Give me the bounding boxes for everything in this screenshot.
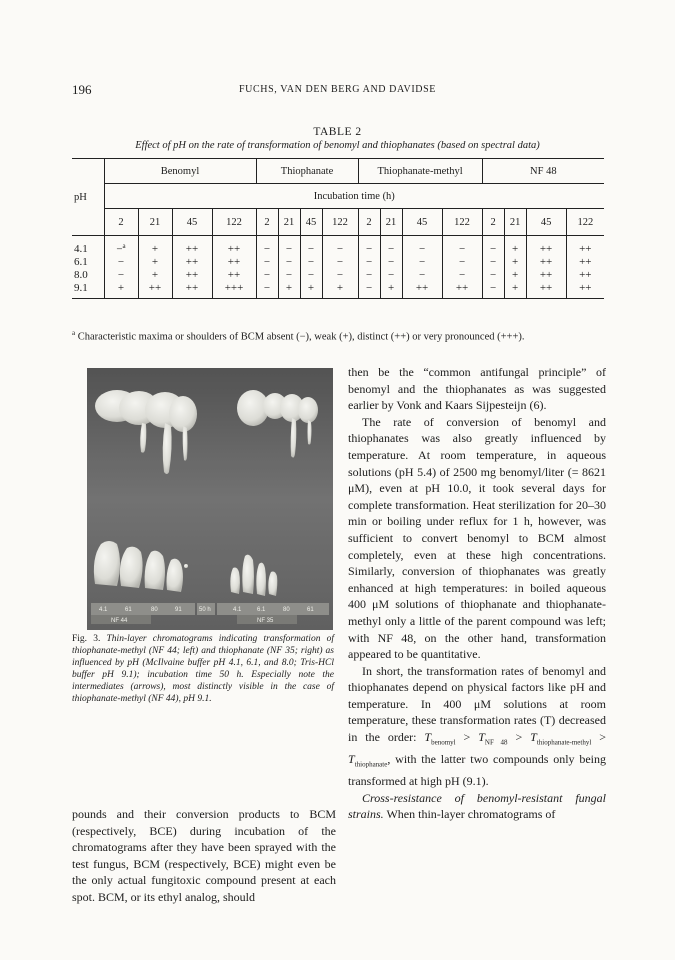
- compound-header-thiophanate: Thiophanate: [256, 159, 358, 184]
- time-header: 122: [322, 209, 358, 236]
- result-cell: +: [504, 269, 526, 282]
- result-cell: −: [358, 256, 380, 269]
- time-header: 45: [300, 209, 322, 236]
- time-header: 122: [442, 209, 482, 236]
- plate-label-left: 80: [151, 607, 158, 613]
- result-cell: ++: [566, 256, 604, 269]
- time-header-row: [72, 209, 604, 236]
- result-cell: −: [442, 236, 482, 256]
- result-cell: ++: [402, 282, 442, 299]
- result-cell: ++: [172, 269, 212, 282]
- result-cell: ++: [172, 256, 212, 269]
- result-cell: −$^a$: [104, 236, 138, 256]
- result-cell: ++: [172, 282, 212, 299]
- result-cell: ++: [526, 256, 566, 269]
- time-header: 122: [566, 209, 604, 236]
- chromatogram-image: [87, 368, 333, 630]
- plate-label-left: 61: [125, 607, 132, 613]
- left-column-text: pounds and their conversion products to BCM (respectively, BCE) during incubation of the chromatograms after they have been sprayed with the test fungus, BCM (respectively, BCE) might even be the only actual fungitoxic compound present at each spot. BCM, or its ethyl analog, should: [72, 807, 336, 904]
- result-cell: −: [256, 282, 278, 299]
- compound-header-thiophanate-methyl: Thiophanate-methyl: [358, 159, 482, 184]
- result-cell: −: [380, 256, 402, 269]
- figure-caption-prefix: Fig. 3.: [72, 634, 101, 644]
- paragraph-4-title: Cross-resistance of benomyl-resistant fungal strains.: [348, 790, 606, 822]
- paragraph-1: then be the “common antifungal principle” of benomyl and the thiophanates as was suggested earlier by Vonk and Kaars Sijpesteijn (6).: [348, 365, 606, 413]
- plate-label-time: 50 h: [199, 607, 211, 613]
- result-cell: −: [482, 256, 504, 269]
- footnote-text: Characteristic maxima or shoulders of BCM absent (−), weak (+), distinct (++) or very pronounced (+++).: [77, 331, 525, 343]
- result-cell: −: [300, 269, 322, 282]
- table-body: [72, 236, 604, 299]
- result-cell: −: [380, 236, 402, 256]
- result-cell: +: [322, 282, 358, 299]
- time-header: 21: [380, 209, 402, 236]
- result-cell: ++: [566, 236, 604, 256]
- result-cell: ++: [566, 269, 604, 282]
- data-table: [72, 158, 604, 299]
- result-cell: −: [278, 256, 300, 269]
- plate-label-right: 80: [283, 607, 290, 613]
- result-cell: −: [380, 269, 402, 282]
- result-cell: ++: [212, 256, 256, 269]
- time-header: 45: [526, 209, 566, 236]
- result-cell: +: [380, 282, 402, 299]
- result-cell: −: [278, 236, 300, 256]
- result-cell: −: [300, 256, 322, 269]
- right-column: [348, 364, 606, 823]
- result-cell: +: [138, 236, 172, 256]
- result-cell: −: [104, 256, 138, 269]
- compound-header-benomyl: Benomyl: [104, 159, 256, 184]
- result-cell: −: [402, 236, 442, 256]
- table-row: [72, 236, 604, 256]
- ph-header: pH: [72, 159, 104, 236]
- ph-value: 8.0: [74, 269, 88, 282]
- result-cell: −: [256, 269, 278, 282]
- result-cell: ++: [526, 282, 566, 299]
- compound-header-nf48: NF 48: [482, 159, 604, 184]
- result-cell: −: [442, 256, 482, 269]
- ph-value: 4.1: [74, 242, 88, 255]
- result-cell: −: [256, 256, 278, 269]
- incubation-header: Incubation time (h): [104, 184, 604, 209]
- result-cell: ++: [212, 269, 256, 282]
- result-cell: −: [482, 269, 504, 282]
- chromatogram-photo: [87, 368, 333, 630]
- result-cell: −: [322, 236, 358, 256]
- time-header: 21: [278, 209, 300, 236]
- ph-value: 6.1: [74, 256, 88, 269]
- plate-label-right: 6.1: [257, 607, 266, 613]
- result-cell: −: [482, 236, 504, 256]
- result-cell: ++: [526, 269, 566, 282]
- sample-label-left: NF 44: [111, 618, 128, 624]
- time-header: 2: [358, 209, 380, 236]
- result-cell: +: [504, 282, 526, 299]
- result-cell: +++: [212, 282, 256, 299]
- result-cell: −: [358, 236, 380, 256]
- table-row: [72, 256, 604, 269]
- result-cell: ++: [138, 282, 172, 299]
- result-cell: −: [256, 236, 278, 256]
- plate-label-left: 4.1: [99, 607, 108, 613]
- time-header: 21: [504, 209, 526, 236]
- cell-footnote-marker: a: [122, 242, 126, 250]
- paragraph-4: Cross-resistance of benomyl-resistant fungal strains. When thin-layer chromatograms of: [348, 790, 606, 822]
- table-row: [72, 269, 604, 282]
- result-cell: −: [442, 269, 482, 282]
- sample-label-right: NF 35: [257, 618, 274, 624]
- running-head: FUCHS, VAN DEN BERG AND DAVIDSE: [239, 84, 436, 95]
- time-header: 2: [104, 209, 138, 236]
- table-caption: Effect of pH on the rate of transformation of benomyl and thiophanates (based on spectral data): [135, 140, 540, 151]
- paragraph-2: The rate of conversion of benomyl and thiophanates was also greatly influenced by temperature. At room temperature, in aqueous solutions (pH 5.4) of 2500 mg benomyl/liter (= 8621 μM), even at pH 10.0, it took several days for complete transformation. Heat sterilization for 20–30 min or boiling under reflux for 1 h, however, was sufficient to convert benomyl to BCM almost completely, even at these high concentrations. Similarly, conversion of thiophanates was greatly enhanced at high temperatures: in boiled aqueous 400 μM solutions of thiophanate and thiophanate-methyl only a little of the parent compound was left; with NF 48, on the other hand, transformation appeared to be quantitative.: [348, 414, 606, 662]
- result-cell: −: [402, 269, 442, 282]
- result-cell: −: [322, 269, 358, 282]
- result-cell: −: [358, 282, 380, 299]
- result-cell: +: [138, 269, 172, 282]
- result-cell: +: [104, 282, 138, 299]
- footnote-marker: a: [72, 329, 76, 337]
- result-cell: −: [104, 269, 138, 282]
- result-cell: −: [402, 256, 442, 269]
- result-cell: ++: [526, 236, 566, 256]
- page-number: 196: [72, 82, 92, 97]
- time-header: 45: [402, 209, 442, 236]
- result-cell: +: [504, 256, 526, 269]
- result-cell: ++: [566, 282, 604, 299]
- result-cell: ++: [212, 236, 256, 256]
- result-cell: ++: [172, 236, 212, 256]
- plate-label-right: 61: [307, 607, 314, 613]
- table-row: [72, 282, 604, 299]
- result-cell: +: [504, 236, 526, 256]
- result-cell: ++: [442, 282, 482, 299]
- result-cell: +: [278, 282, 300, 299]
- result-cell: −: [482, 282, 504, 299]
- result-cell: −: [358, 269, 380, 282]
- time-header: 45: [172, 209, 212, 236]
- result-cell: +: [300, 282, 322, 299]
- figure-caption-text: Thin-layer chromatograms indicating transformation of thiophanate-methyl (NF 44; left) and thiophanate (NF 35; right) as influenced by pH (McIlvaine buffer pH 4.1, 6.1, and 8.0; Tris-HCl buffer pH 9.1); incubation time 50 h. Especially note the intermediates (arrows), most distinctly visible in the case of thiophanate-methyl (NF 44), pH 9.1.: [72, 634, 334, 704]
- time-header: 2: [482, 209, 504, 236]
- result-cell: −: [278, 269, 300, 282]
- table-label: TABLE 2: [313, 126, 362, 138]
- time-header: 2: [256, 209, 278, 236]
- ph-value: 9.1: [72, 282, 104, 299]
- paragraph-3: In short, the transformation rates of benomyl and thiophanates depend on physical factors like pH and temperature. In 400 μM solutions at room temperature, these transformation rates (T) decreased in the order: $T_{benomyl} > T_{NF 48} > T_{thiophanate-methyl} > T_{thiophanate}$, with the latter two compounds only being transformed at high pH (9.1).: [348, 663, 606, 789]
- plate-label-left: 91: [175, 607, 182, 613]
- result-cell: −: [322, 256, 358, 269]
- result-cell: +: [138, 256, 172, 269]
- figure-caption: [72, 633, 334, 705]
- result-cell: −: [300, 236, 322, 256]
- table-footnote: [72, 326, 606, 345]
- plate-label-right: 4.1: [233, 607, 242, 613]
- time-header: 122: [212, 209, 256, 236]
- time-header: 21: [138, 209, 172, 236]
